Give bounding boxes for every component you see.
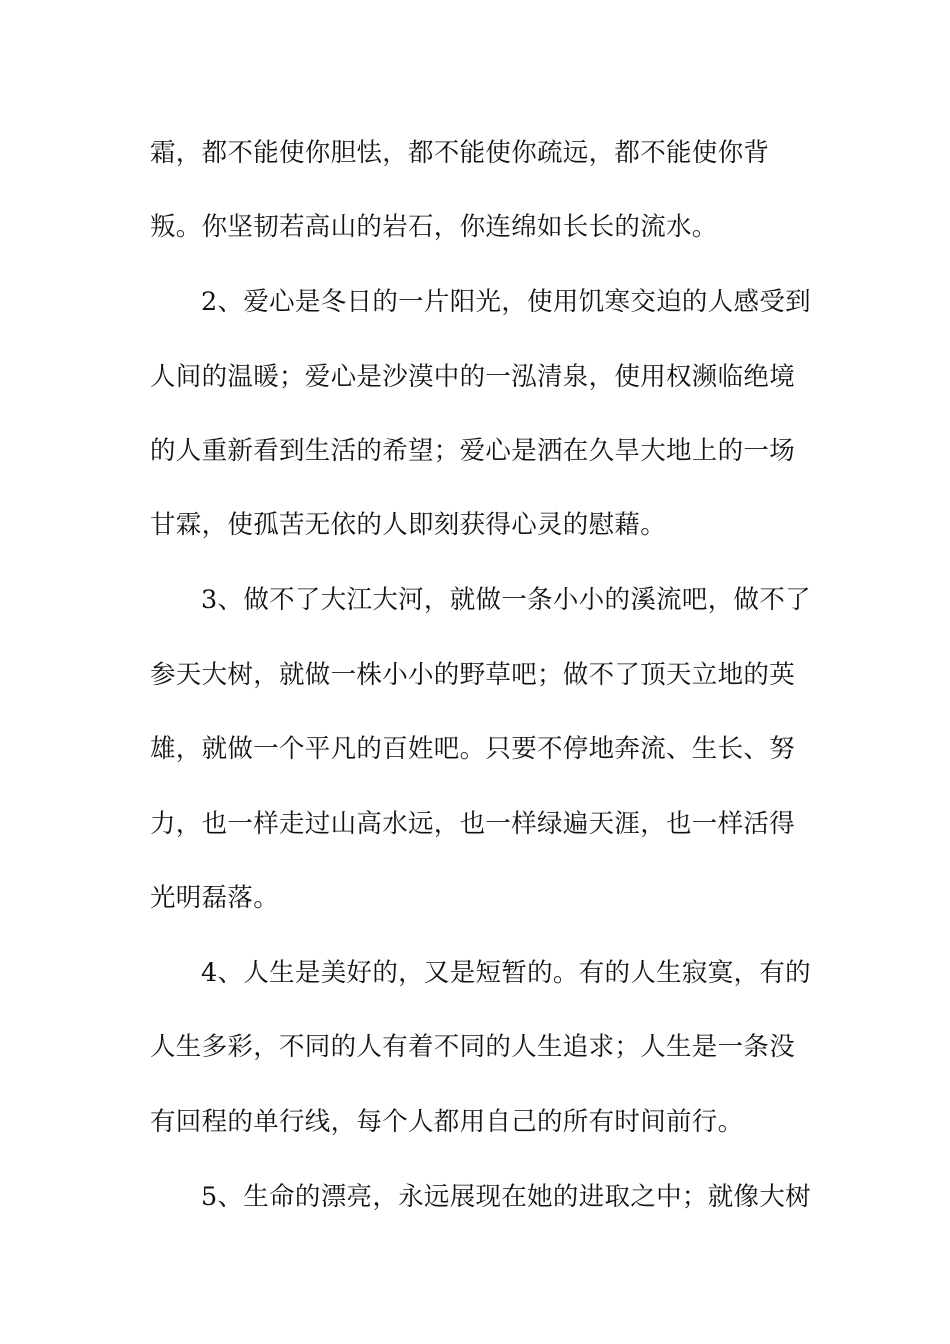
- paragraph-4-start: 4、人生是美好的，又是短暂的。有的人生寂寞，有的: [201, 958, 811, 988]
- paragraph-2-start: 2、爱心是冬日的一片阳光，使用饥寒交迫的人感受到: [201, 287, 811, 317]
- text-line-14: 有回程的单行线，每个人都用自己的所有时间前行。: [150, 1107, 744, 1137]
- text-line-10: 力，也一样走过山高水远，也一样绿遍天涯，也一样活得: [150, 809, 796, 839]
- text-line-5: 的人重新看到生活的希望；爱心是洒在久旱大地上的一场: [150, 436, 796, 466]
- text-line-1: 霜，都不能使你胆怯，都不能使你疏远，都不能使你背: [150, 138, 770, 168]
- text-line-4: 人间的温暖；爱心是沙漠中的一泓清泉，使用权濒临绝境: [150, 362, 796, 392]
- text-line-11: 光明磊落。: [150, 883, 280, 913]
- text-line-8: 参天大树，就做一株小小的野草吧；做不了顶天立地的英: [150, 660, 796, 690]
- paragraph-5-start: 5、生命的漂亮，永远展现在她的进取之中；就像大树: [201, 1182, 811, 1212]
- text-line-2: 叛。你坚韧若高山的岩石，你连绵如长长的流水。: [150, 212, 718, 242]
- text-line-13: 人生多彩，不同的人有着不同的人生追求；人生是一条没: [150, 1032, 796, 1062]
- text-line-6: 甘霖，使孤苦无依的人即刻获得心灵的慰藉。: [150, 510, 667, 540]
- text-line-9: 雄，就做一个平凡的百姓吧。只要不停地奔流、生长、努: [150, 734, 796, 764]
- paragraph-3-start: 3、做不了大江大河，就做一条小小的溪流吧，做不了: [201, 585, 811, 615]
